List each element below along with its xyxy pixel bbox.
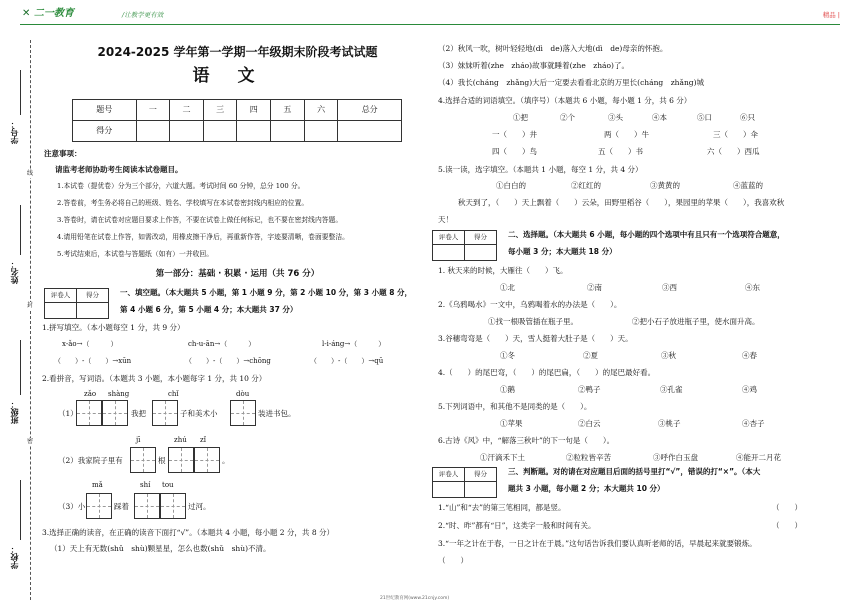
s2q3-option: ④春 xyxy=(742,351,757,360)
s1-question-5: 5.读一读，选字填空。（本题共 1 小题，每空 1 分，共 4 分） xyxy=(438,165,643,174)
s3q1-answer-paren[interactable]: （ ） xyxy=(772,503,802,512)
notice-item: 2.答卷前，考生务必将自己的班级、姓名、学校填写在本试卷密封线内相应的位置。 xyxy=(57,199,309,207)
notice-item: 4.请用铅笔在试卷上作答，如需改动，用橡皮擦干净后，再重新作答，字迹要清晰，卷面要整洁。 xyxy=(57,233,349,241)
q2-text: 我把 xyxy=(131,409,146,418)
q5-sentence-end: 天！ xyxy=(438,215,453,224)
q5-sentence: 秋天到了，（ ）天上飘着（ ）云朵，田野里稻谷（ ），果园里的苹果（ ），我喜欢秋 xyxy=(458,198,785,207)
q4-option: ①把 xyxy=(513,113,528,122)
seal-mark-seal: 封 xyxy=(27,302,34,309)
q1-blank: （ ）-（ ）→qū xyxy=(310,357,384,365)
class-label: 班级： xyxy=(10,400,19,424)
binding-strip xyxy=(0,40,38,600)
q2-text: （2）我家院子里有 xyxy=(58,456,123,465)
score-header-cell: 题号 xyxy=(73,100,137,121)
scorer-label: 评卷人 xyxy=(433,468,465,482)
s2q4-option: ②鸭子 xyxy=(578,385,601,394)
score-header-cell: 三 xyxy=(203,100,237,121)
q5-option: ①白白的 xyxy=(496,181,526,190)
q4-blank: 三（ ）伞 xyxy=(713,130,758,139)
notice-head: 请监考老师协助考生阅读本试卷题目。 xyxy=(55,165,183,174)
s3q3-answer-paren[interactable]: （ ） xyxy=(438,556,468,565)
section1-heading-line2: 第 4 小题 6 分，第 5 小题 4 分；本大题共 37 分） xyxy=(120,305,298,314)
score-header-cell: 四 xyxy=(237,100,271,121)
score-table-score-row xyxy=(73,121,402,142)
part1-title: 第一部分：基础 · 积累 · 运用（共 76 分） xyxy=(155,269,320,279)
writing-grid[interactable] xyxy=(230,400,256,426)
q2-text: 。 xyxy=(222,456,230,465)
score-header-cell: 六 xyxy=(304,100,338,121)
score-cell[interactable] xyxy=(304,121,338,142)
scorer-cell[interactable] xyxy=(433,482,465,498)
s2q6-option: ①汗滴禾下土 xyxy=(480,453,525,462)
writing-grid[interactable] xyxy=(130,447,156,473)
notice-item: 1.本试卷（提优卷）分为三个部分，六道大题。考试时间 60 分钟，总分 100 分。 xyxy=(57,182,305,190)
pinyin: zǎo xyxy=(84,390,97,398)
writing-grid[interactable] xyxy=(160,493,186,519)
notice-title: 注意事项： xyxy=(44,149,82,158)
q2-text: （3）小 xyxy=(58,502,86,511)
writing-grid[interactable] xyxy=(168,447,194,473)
school-label: 学校： xyxy=(10,545,19,569)
s3q2-answer-paren[interactable]: （ ） xyxy=(772,521,802,530)
s2q1-option: ③西 xyxy=(662,283,677,292)
q4-option: ⑥只 xyxy=(740,113,755,122)
score-header-cell: 二 xyxy=(170,100,204,121)
student-number-label: 学号： xyxy=(10,120,19,144)
q4-option: ④本 xyxy=(652,113,667,122)
s2q4-option: ③孔雀 xyxy=(660,385,683,394)
logo-text: 二一教育 xyxy=(33,8,74,19)
seal-mark-secret: 密 xyxy=(27,438,34,445)
s3-question-2: 2.“时、昨”都有“日”，这类字一般和时间有关。 xyxy=(438,521,596,530)
q4-blank: 两（ ）牛 xyxy=(604,130,649,139)
pinyin: shí xyxy=(140,481,151,489)
score-header-cell: 五 xyxy=(271,100,305,121)
section3-heading-line1: 三、判断题。对的请在对应题目后面的括号里打“√”，错误的打“×”。（本大 xyxy=(508,467,761,476)
q1-blank: ch-u-ān→（ ） xyxy=(188,340,256,348)
writing-grid[interactable] xyxy=(134,493,160,519)
s2-question-6: 6.古诗《风》中，“解落三秋叶”的下一句是（ ）。 xyxy=(438,436,615,445)
slogan: /让教学更有效 xyxy=(122,11,164,19)
writing-grid[interactable] xyxy=(86,493,112,519)
name-label: 姓名： xyxy=(10,260,19,284)
q2-text: 过河。 xyxy=(188,502,211,511)
s2q1-option: ④东 xyxy=(745,283,760,292)
s2q1-option: ①北 xyxy=(500,283,515,292)
q1-blank: l-i-áng→（ ） xyxy=(322,340,386,348)
school-line xyxy=(20,480,21,540)
s2q3-option: ③秋 xyxy=(661,351,676,360)
scorer-box-3 xyxy=(432,467,497,498)
footer-source: 21世纪教育网(www.21cnjy.com) xyxy=(380,596,450,601)
q1-blank: x-ǎo→（ ） xyxy=(62,340,118,348)
writing-grid[interactable] xyxy=(194,447,220,473)
s2-question-2: 2.《乌鸦喝水》一文中，乌鸦喝着水的办法是（ ）。 xyxy=(438,300,622,309)
s2q5-option: ④杏子 xyxy=(742,419,765,428)
score-cell[interactable] xyxy=(338,121,402,142)
pinyin: dòu xyxy=(236,390,250,398)
pinyin: shàng xyxy=(108,390,130,398)
scorer-label: 评卷人 xyxy=(433,231,465,245)
q1-blank: （ ）-（ ）→xūn xyxy=(54,357,132,365)
q3-item-3: （3）妹妹听着(zhe zháo)故事就睡着(zhe zháo)了。 xyxy=(438,61,629,70)
pinyin: zhú xyxy=(174,436,187,444)
s3-question-3: 3.“一年之计在于春，一日之计在于晨。”这句话告诉我们要认真听老师的话，早晨起来就要锻炼。 xyxy=(438,539,757,548)
q2-text: 根 xyxy=(158,456,166,465)
pinyin: zǐ xyxy=(200,436,206,444)
section3-heading-line2: 题共 3 小题，每小题 2 分；本大题共 10 分） xyxy=(508,484,665,493)
score-cell[interactable] xyxy=(136,121,170,142)
quality-label: 精品 | xyxy=(822,11,840,19)
score-label: 得分 xyxy=(465,231,497,245)
s3-question-1: 1.“山”和“去”的第三笔相同，都是竖。 xyxy=(438,503,566,512)
seal-mark-line: 线 xyxy=(27,170,34,177)
section2-heading-line2: 每小题 3 分；本大题共 18 分） xyxy=(508,247,617,256)
scorer-label: 评卷人 xyxy=(45,289,77,303)
q4-blank: 六（ ）西瓜 xyxy=(707,147,760,156)
s2q6-option: ④能开二月花 xyxy=(736,453,781,462)
s2-question-4: 4.（ ）的尾巴弯，（ ）的尾巴扁，（ ）的尾巴最好看。 xyxy=(438,368,656,377)
q5-option: ③黄黄的 xyxy=(650,181,680,190)
name-line xyxy=(20,205,21,255)
score-header-cell: 总分 xyxy=(338,100,402,121)
s2q5-option: ②白云 xyxy=(578,419,601,428)
writing-grid[interactable] xyxy=(76,400,102,426)
s2q3-option: ②夏 xyxy=(583,351,598,360)
score-label: 得分 xyxy=(465,468,497,482)
s2q1-option: ②南 xyxy=(587,283,602,292)
q2-text: 装进书包。 xyxy=(258,409,296,418)
q2-text: （1） xyxy=(58,409,78,418)
q1-blank: （ ）-（ ）→chōng xyxy=(185,357,271,365)
q4-option: ②个 xyxy=(560,113,575,122)
seal-dashed-line xyxy=(30,40,31,600)
q4-option: ③头 xyxy=(608,113,623,122)
exam-title: 2024-2025 学年第一学期一年级期末阶段考试试题 xyxy=(97,45,378,59)
scorer-cell[interactable] xyxy=(45,303,77,319)
s1-question-1: 1.拼写填空。（本小题每空 1 分，共 9 分） xyxy=(42,323,185,332)
s2q3-option: ①冬 xyxy=(500,351,515,360)
header-divider xyxy=(20,24,840,25)
notice-item: 3.答卷时，请在试卷对应题目要求上作答，不要在试卷上做任何标记，也不要在密封线内答题。 xyxy=(57,216,343,224)
q5-option: ②红红的 xyxy=(571,181,601,190)
s2q6-option: ②粒粒皆辛苦 xyxy=(566,453,611,462)
score-header-cell: 一 xyxy=(136,100,170,121)
q4-blank: 一（ ）井 xyxy=(492,130,537,139)
pinyin: jī xyxy=(136,436,141,444)
s2q2-option: ②把小石子放进瓶子里，使水面升高。 xyxy=(632,317,760,326)
q4-blank: 五（ ）书 xyxy=(598,147,643,156)
score-cell[interactable] xyxy=(271,121,305,142)
q2-text: 踩着 xyxy=(114,502,129,511)
student-number-line xyxy=(20,70,21,115)
q5-option: ④蓝蓝的 xyxy=(733,181,763,190)
logo-icon: ✕ xyxy=(22,8,31,19)
writing-grid[interactable] xyxy=(102,400,128,426)
q3-item-4: （4）我长(cháng zhǎng)大后一定要去看看北京的万里长(cháng zhǎng)城 xyxy=(438,78,705,87)
s2q5-option: ①苹果 xyxy=(500,419,523,428)
s2q4-option: ①鹅 xyxy=(500,385,515,394)
section2-heading-line1: 二、选择题。（本大题共 6 小题，每小题的四个选项中有且只有一个选项符合题意， xyxy=(508,230,785,239)
pinyin: tou xyxy=(162,481,174,489)
exam-subject: 语文 xyxy=(192,66,283,86)
class-line xyxy=(20,340,21,395)
s2-question-3: 3.谷穗弯弯是（ ）天，雪人挺着大肚子是（ ）天。 xyxy=(438,334,633,343)
score-cell[interactable] xyxy=(465,245,497,261)
score-cell[interactable] xyxy=(237,121,271,142)
score-cell[interactable] xyxy=(77,303,109,319)
s2-question-5: 5.下列词语中，和其他不是同类的是（ ）。 xyxy=(438,402,592,411)
s1-question-2: 2.看拼音，写词语。（本题共 3 小题，本小题每字 1 分，共 10 分） xyxy=(42,374,267,383)
score-cell[interactable] xyxy=(465,482,497,498)
notice-item: 5.考试结束后，本试卷与答题纸（如有）一并收回。 xyxy=(57,250,214,258)
s2q4-option: ④鸡 xyxy=(742,385,757,394)
score-table xyxy=(72,99,402,142)
s2q6-option: ③呼作白玉盘 xyxy=(653,453,698,462)
score-cell[interactable] xyxy=(170,121,204,142)
s2q5-option: ③桃子 xyxy=(658,419,681,428)
q2-text: 子和美术小 xyxy=(180,409,218,418)
s1-question-4: 4.选择合适的词语填空。（填序号）（本题共 6 小题，每小题 1 分，共 6 分） xyxy=(438,96,692,105)
writing-grid[interactable] xyxy=(152,400,178,426)
s2q2-option: ①找一根吸管插在瓶子里。 xyxy=(488,317,578,326)
score-cell[interactable] xyxy=(203,121,237,142)
q4-option: ⑤口 xyxy=(697,113,712,122)
score-label: 得分 xyxy=(77,289,109,303)
score-row-label: 得分 xyxy=(73,121,137,142)
scorer-box-1 xyxy=(44,288,109,319)
q4-blank: 四（ ）鸟 xyxy=(492,147,537,156)
logo xyxy=(22,8,74,21)
pinyin: mǎ xyxy=(92,481,103,489)
scorer-box-2 xyxy=(432,230,497,261)
scorer-cell[interactable] xyxy=(433,245,465,261)
s1-question-3: 3.选择正确的读音，在正确的读音下面打“√”。（本题共 4 小题，每小题 2 分，共 8 分） xyxy=(42,528,334,537)
s2-question-1: 1. 秋天来的时候，大雁往（ ）飞。 xyxy=(438,266,568,275)
q3-item-2: （2）秋风一吹，树叶轻轻地(dì de)落入大地(dì de)母亲的怀抱。 xyxy=(438,44,668,53)
section1-heading-line1: 一、填空题。（本大题共 5 小题，第 1 小题 9 分，第 2 小题 10 分，第 3 小题 8 分， xyxy=(120,288,413,297)
pinyin: chǐ xyxy=(168,390,179,398)
score-table-header-row xyxy=(73,100,402,121)
q3-item-1: （1）天上有无数(shǔ shù)颗星星，怎么也数(shǔ shù)不清。 xyxy=(50,544,271,553)
